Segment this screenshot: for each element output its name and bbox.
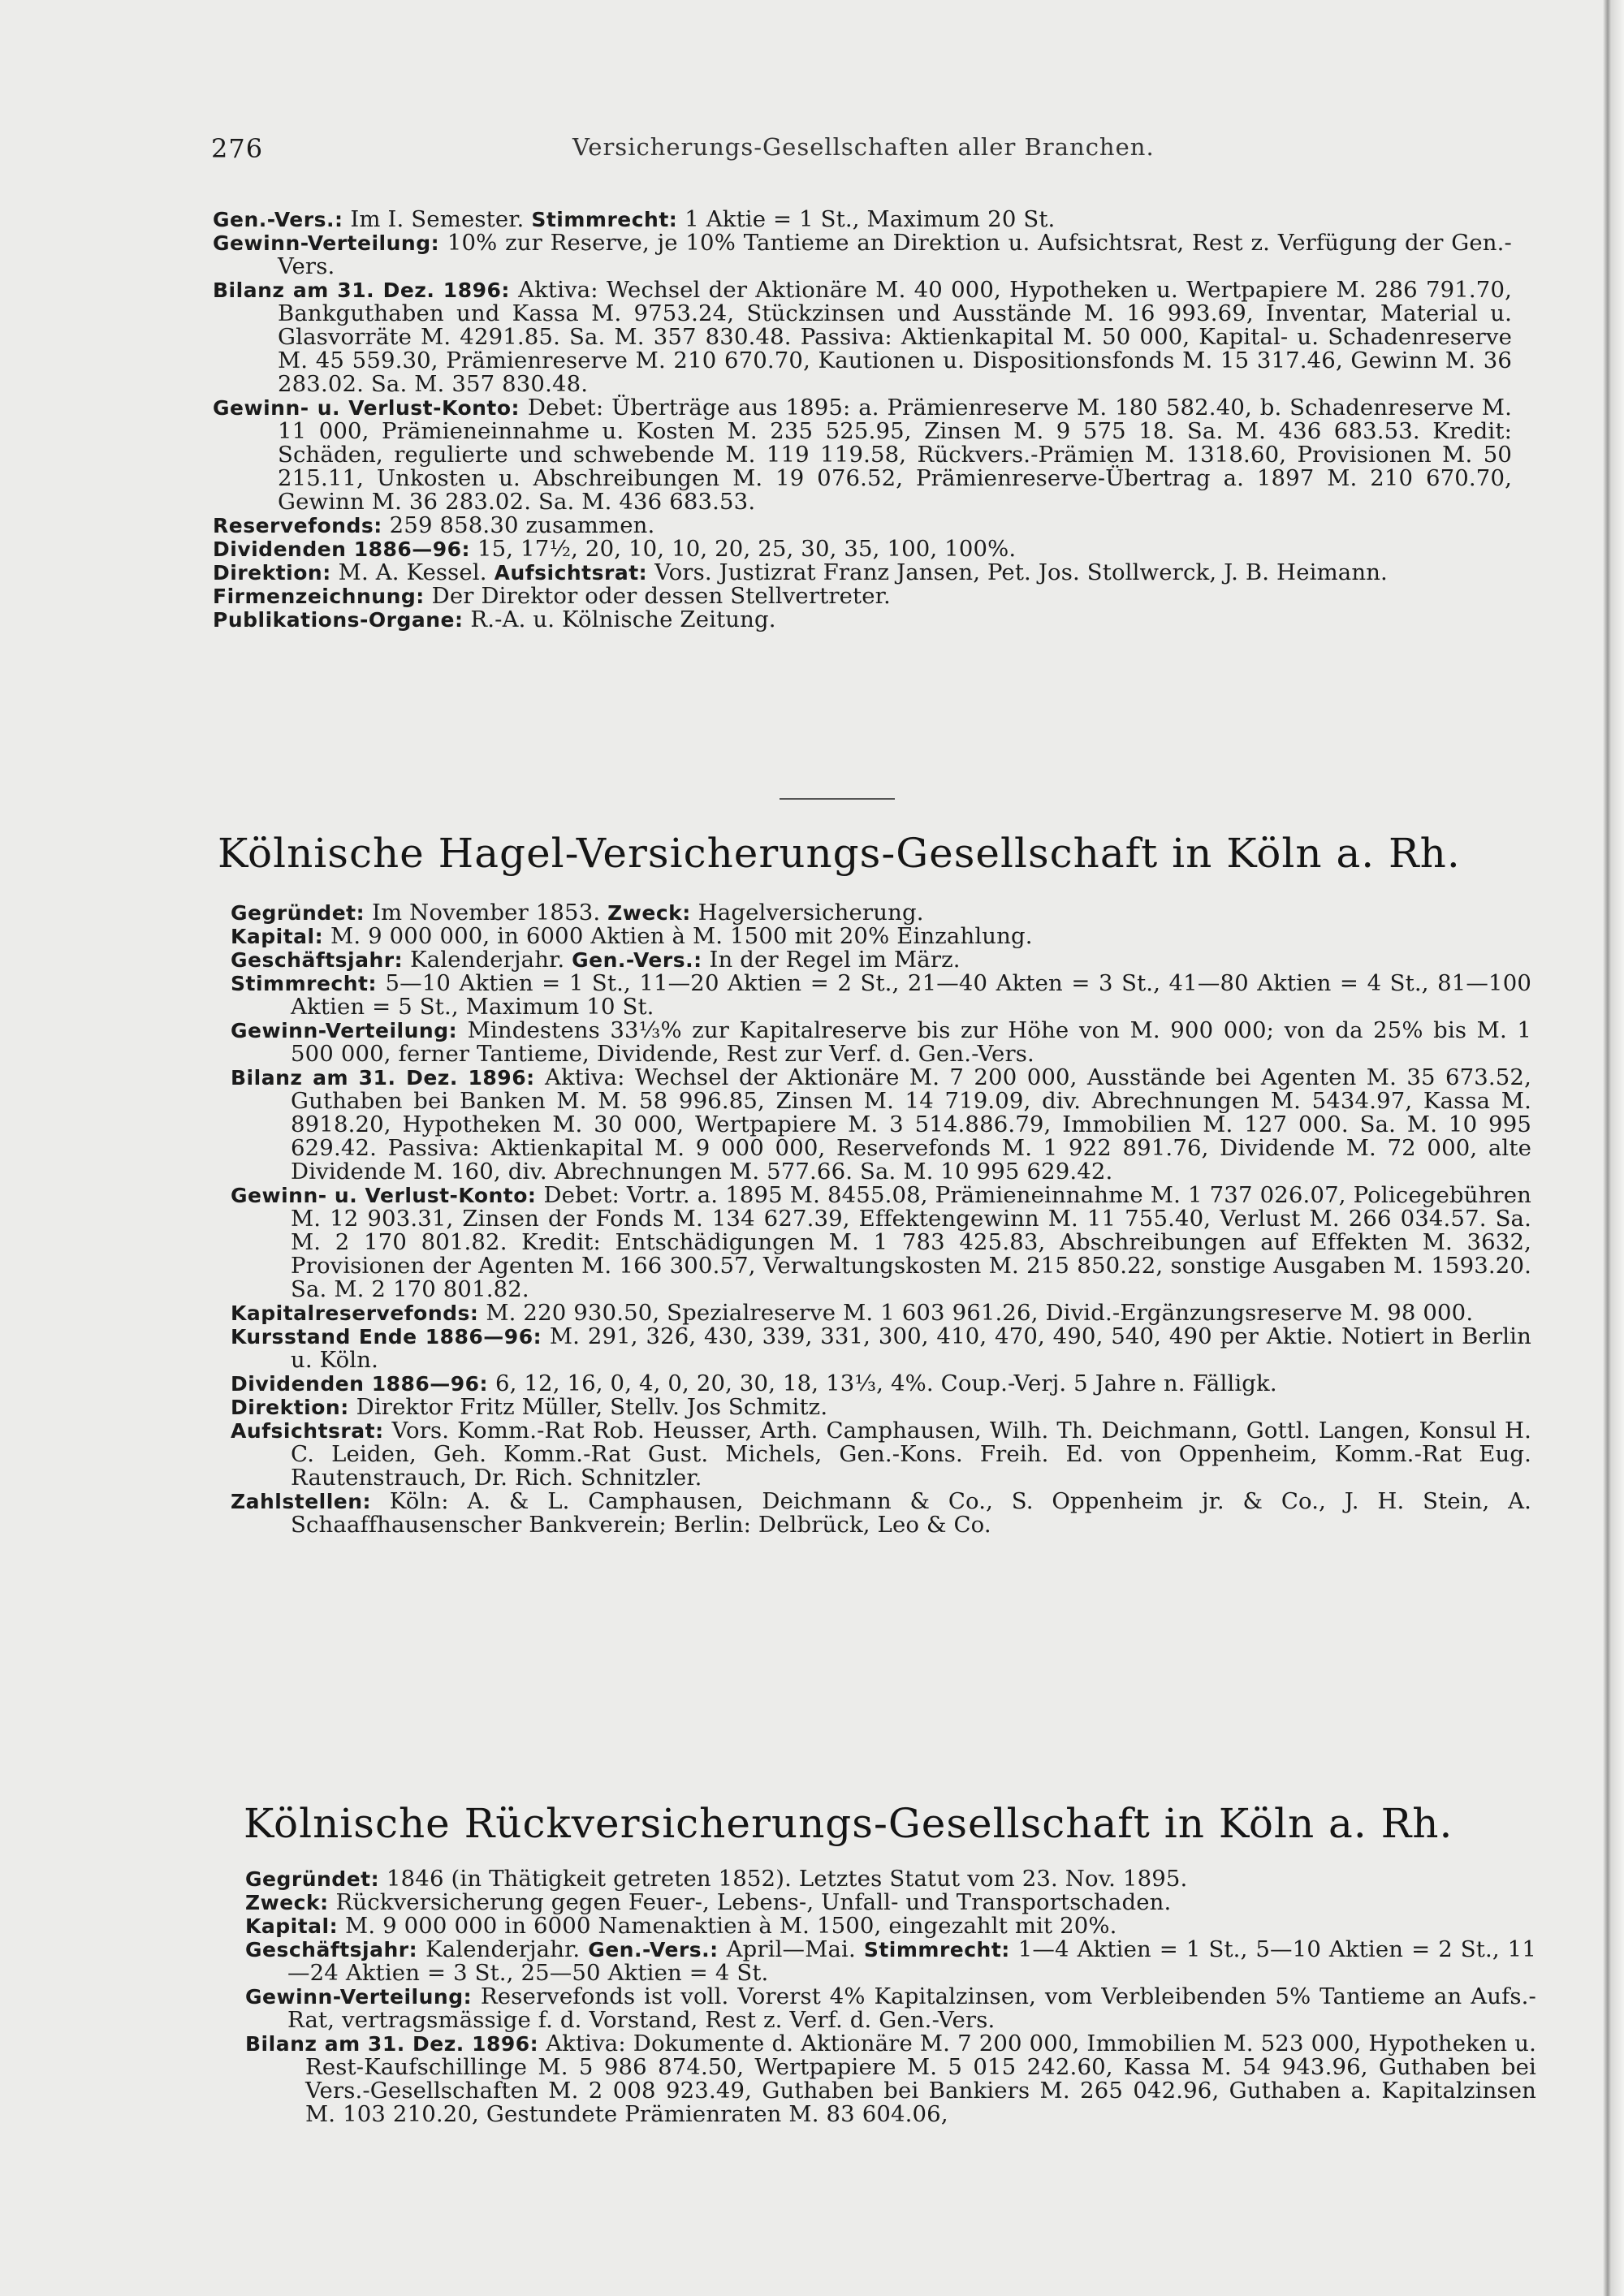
- entry-kapitalreservefonds: [231, 1301, 1531, 1325]
- section-rueckversicherung: [245, 1867, 1536, 2126]
- entry-key: Bilanz am 31. Dez. 1896:: [213, 278, 510, 302]
- entry-key: Zweck:: [245, 1891, 329, 1914]
- entry-text: Mindestens 33⅓% zur Kapitalreserve bis zur Höhe von M. 900 000; von da 25% bis M. 1 500 000, ferner Tantieme, Dividende, Rest zur Verf. d. Gen.-Vers.: [291, 1017, 1531, 1067]
- entry-text: 5—10 Aktien = 1 St., 11—20 Aktien = 2 St., 21—40 Akten = 3 St., 41—80 Aktien = 4 St., 81—100 Aktien = 5 St., Maximum 10 St.: [291, 970, 1531, 1020]
- entry-text: M. 9 000 000, in 6000 Aktien à M. 1500 mit 20% Einzahlung.: [330, 923, 1033, 949]
- entry-gewinn-verteilung: [245, 1985, 1536, 2032]
- entry-kapital: [231, 925, 1531, 948]
- entry-key: Geschäftsjahr:: [245, 1938, 418, 1962]
- company-title-rueckversicherung: Kölnische Rückversicherungs-Gesellschaft in Köln a. Rh.: [244, 1800, 1453, 1847]
- entry-key: Kursstand Ende 1886—96:: [231, 1325, 542, 1349]
- entry-text: Aktiva: Wechsel der Aktionäre M. 40 000, Hypotheken u. Wertpapiere M. 286 791.70, Bankguthaben und Kassa M. 9753.24, Stückzinsen und Ausstände M. 16 993.69, Inventar, Material u. Glasvorräte M. 4291.85. Sa. M. 357 830.48. Passiva: Aktienkapital M. 50 000, Kapital- u. Schadenreserve M. 45 559.30, Prämienreserve M. 210 670.70, Kautionen u. Dispositionsfonds M. 15 317.46, Gewinn M. 36 283.02. Sa. M. 357 830.48.: [278, 277, 1512, 397]
- entry-key: Bilanz am 31. Dez. 1896:: [245, 2032, 539, 2056]
- entry-kursstand: [231, 1325, 1531, 1372]
- entry-text: Kalenderjahr.: [425, 1936, 589, 1962]
- entry-key: Zweck:: [607, 901, 691, 925]
- entry-key: Kapitalreservefonds:: [231, 1301, 479, 1325]
- entry-key: Gen.-Vers.:: [572, 948, 702, 972]
- entry-text: Debet: Vortr. a. 1895 M. 8455.08, Prämieneinnahme M. 1 737 026.07, Policegebühren M. 12 903.31, Zinsen der Fonds M. 134 627.39, Effektengewinn M. 11 755.40, Verlust M. 266 034.57. Sa. M. 2 170 801.82. Kredit: Entschädigungen M. 1 783 425.83, Abschreibungen auf Effekten M. 3632, Provisionen der Agenten M. 166 300.57, Verwaltungskosten M. 215 850.22, sonstige Ausgaben M. 1593.20. Sa. M. 2 170 801.82.: [291, 1182, 1531, 1302]
- section-previous-company: [213, 208, 1512, 632]
- entry-publikations-organe: [213, 608, 1512, 632]
- entry-text: M. 9 000 000 in 6000 Namenaktien à M. 1500, eingezahlt mit 20%.: [345, 1913, 1117, 1939]
- entry-key: Dividenden 1886—96:: [231, 1372, 489, 1396]
- entry-text: R.-A. u. Kölnische Zeitung.: [470, 606, 776, 632]
- entry-bilanz: [213, 278, 1512, 396]
- entry-key: Stimmrecht:: [863, 1938, 1010, 1962]
- entry-key: Gewinn-Verteilung:: [213, 231, 440, 255]
- entry-firmenzeichnung: [213, 585, 1512, 608]
- entry-dividenden: [231, 1372, 1531, 1396]
- entry-key: Aufsichtsrat:: [494, 561, 648, 585]
- entry-key: Zahlstellen:: [231, 1490, 372, 1513]
- entry-text: Hagelversicherung.: [698, 900, 924, 926]
- entry-key: Aufsichtsrat:: [231, 1419, 384, 1443]
- entry-key: Gewinn-Verteilung:: [245, 1985, 473, 2009]
- entry-text: M. 220 930.50, Spezialreserve M. 1 603 961.26, Divid.-Ergänzungsreserve M. 98 000.: [486, 1300, 1474, 1326]
- page-header: [211, 133, 1527, 166]
- entry-text: Im November 1853.: [372, 900, 608, 926]
- entry-text: Rückversicherung gegen Feuer-, Lebens-, Unfall- und Transportschaden.: [335, 1889, 1172, 1915]
- entry-dividenden: [213, 537, 1512, 561]
- entry-text: 15, 17½, 20, 10, 10, 20, 25, 30, 35, 100, 100%.: [477, 536, 1017, 562]
- entry-key: Kapital:: [245, 1914, 339, 1938]
- entry-gewinn-verlust: [231, 1184, 1531, 1301]
- entry-text: M. A. Kessel.: [338, 559, 495, 585]
- entry-key: Gewinn- u. Verlust-Konto:: [213, 396, 520, 420]
- entry-gegruendet-zweck: [231, 901, 1531, 925]
- entry-key: Gegründet:: [231, 901, 365, 925]
- entry-text: 1 Aktie = 1 St., Maximum 20 St.: [685, 206, 1056, 232]
- entry-text: Köln: A. & L. Camphausen, Deichmann & Co., S. Oppenheim jr. & Co., J. H. Stein, A. Schaaffhausenscher Bankverein; Berlin: Delbrück, Leo & Co.: [291, 1488, 1531, 1538]
- entry-bilanz: [245, 2032, 1536, 2126]
- entry-text: Vors. Justizrat Franz Jansen, Pet. Jos. Stollwerck, J. B. Heimann.: [654, 559, 1388, 585]
- entry-bilanz: [231, 1066, 1531, 1184]
- entry-gegruendet: [245, 1867, 1536, 1891]
- entry-text: Aktiva: Wechsel der Aktionäre M. 7 200 000, Ausstände bei Agenten M. 35 673.52, Guthaben bei Banken M. M. 58 996.85, Zinsen M. 14 719.09, div. Abrechnungen M. 5434.97, Kassa M. 8918.20, Hypotheken M. 30 000, Wertpapiere M. 3 514.886.79, Immobilien M. 127 000. Sa. M. 10 995 629.42. Passiva: Aktienkapital M. 9 000 000, Reservefonds M. 1 922 891.76, Dividende M. 72 000, alte Dividende M. 160, div. Abrechnungen M. 577.66. Sa. M. 10 995 629.42.: [291, 1064, 1531, 1185]
- entry-stimmrecht: [231, 972, 1531, 1019]
- entry-text: Aktiva: Dokumente d. Aktionäre M. 7 200 000, Immobilien M. 523 000, Hypotheken u. Rest-Kaufschillinge M. 5 986 874.50, Wertpapiere M. 5 015 242.60, Kassa M. 54 943.96, Guthaben bei Vers.-Gesellschaften M. 2 008 923.49, Guthaben bei Bankiers M. 265 042.96, Guthaben a. Kapitalzinsen M. 103 210.20, Gestundete Prämienraten M. 83 604.06,: [305, 2031, 1536, 2127]
- entry-gewinn-verlust: [213, 396, 1512, 514]
- entry-key: Stimmrecht:: [231, 972, 377, 995]
- entry-geschaeftsjahr-gen-vers: [231, 948, 1531, 972]
- entry-text: M. 291, 326, 430, 339, 331, 300, 410, 470, 490, 540, 490 per Aktie. Notiert in Berlin u. Köln.: [291, 1323, 1531, 1373]
- entry-text: 1846 (in Thätigkeit getreten 1852). Letztes Statut vom 23. Nov. 1895.: [387, 1866, 1188, 1892]
- entry-key: Gen.-Vers.:: [588, 1938, 719, 1962]
- entry-kapital: [245, 1914, 1536, 1938]
- entry-key: Gewinn-Verteilung:: [231, 1019, 458, 1042]
- entry-text: 10% zur Reserve, je 10% Tantieme an Direktion u. Aufsichtsrat, Rest z. Verfügung der Gen.-Vers.: [278, 230, 1512, 279]
- entry-key: Gegründet:: [245, 1867, 380, 1891]
- section-hagel-versicherung: [231, 901, 1531, 1537]
- entry-text: Kalenderjahr.: [410, 947, 572, 973]
- entry-key: Publikations-Organe:: [213, 608, 464, 632]
- entry-text: Direktor Fritz Müller, Stellv. Jos Schmitz.: [356, 1394, 828, 1420]
- entry-key: Gewinn- u. Verlust-Konto:: [231, 1184, 537, 1207]
- entry-text: 6, 12, 16, 0, 4, 0, 20, 30, 18, 13⅓, 4%. Coup.-Verj. 5 Jahre n. Fälligk.: [495, 1370, 1277, 1396]
- entry-key: Geschäftsjahr:: [231, 948, 404, 972]
- entry-aufsichtsrat: [231, 1419, 1531, 1490]
- page-edge-shadow: [1603, 0, 1624, 2296]
- entry-key: Firmenzeichnung:: [213, 585, 425, 608]
- entry-reservefonds: [213, 514, 1512, 537]
- entry-direktion: [231, 1396, 1531, 1419]
- entry-text: 259 858.30 zusammen.: [389, 512, 655, 538]
- entry-gen-vers-stimmrecht: [213, 208, 1512, 231]
- page-number: 276: [211, 133, 264, 164]
- entry-key: Gen.-Vers.:: [213, 208, 343, 231]
- entry-key: Direktion:: [231, 1396, 349, 1419]
- entry-key: Dividenden 1886—96:: [213, 537, 471, 561]
- entry-text: 1—4 Aktien = 1 St., 5—10 Aktien = 2 St., 11—24 Aktien = 3 St., 25—50 Aktien = 4 St.: [287, 1936, 1536, 1986]
- entry-text: Der Direktor oder dessen Stellvertreter.: [431, 583, 891, 609]
- entry-text: Reservefonds ist voll. Vorerst 4% Kapitalzinsen, vom Verbleibenden 5% Tantieme an Aufs.-Rat, vertragsmässige f. d. Vorstand, Rest z. Verf. d. Gen.-Vers.: [287, 1983, 1536, 2033]
- entry-direktion-aufsichtsrat: [213, 561, 1512, 585]
- entry-text: Debet: Überträge aus 1895: a. Prämienreserve M. 180 582.40, b. Schadenreserve M. 11 000, Prämieneinnahme u. Kosten M. 235 525.95, Zinsen M. 9 575 18. Sa. M. 436 683.53. Kredit: Schäden, regulierte und schwebende M. 119 119.58, Rückvers.-Prämien M. 1318.60, Provisionen M. 50 215.11, Unkosten u. Abschreibungen M. 19 076.52, Prämienreserve-Übertrag a. 1897 M. 210 670.70, Gewinn M. 36 283.02. Sa. M. 436 683.53.: [278, 395, 1512, 515]
- entry-zweck: [245, 1891, 1536, 1914]
- entry-key: Bilanz am 31. Dez. 1896:: [231, 1066, 535, 1090]
- entry-gewinn-verteilung: [231, 1019, 1531, 1066]
- entry-geschaeftsjahr-gen-vers-stimmrecht: [245, 1938, 1536, 1985]
- entry-zahlstellen: [231, 1490, 1531, 1537]
- company-title-hagel: Kölnische Hagel-Versicherungs-Gesellschaft in Köln a. Rh.: [218, 830, 1461, 877]
- entry-gewinn-verteilung: [213, 231, 1512, 278]
- entry-text: April—Mai.: [726, 1936, 864, 1962]
- entry-text: Im I. Semester.: [350, 206, 532, 232]
- entry-key: Stimmrecht:: [531, 208, 678, 231]
- entry-text: In der Regel im März.: [709, 947, 961, 973]
- running-title: Versicherungs-Gesellschaften aller Branchen.: [572, 133, 1155, 161]
- entry-text: Vors. Komm.-Rat Rob. Heusser, Arth. Camphausen, Wilh. Th. Deichmann, Gottl. Langen, Konsul H. C. Leiden, Geh. Komm.-Rat Gust. Michels, Gen.-Kons. Freih. Ed. von Oppenheim, Komm.-Rat Eug. Rautenstrauch, Dr. Rich. Schnitzler.: [291, 1418, 1531, 1491]
- entry-key: Direktion:: [213, 561, 331, 585]
- entry-key: Reservefonds:: [213, 514, 382, 537]
- section-divider: [780, 798, 895, 800]
- entry-key: Kapital:: [231, 925, 324, 948]
